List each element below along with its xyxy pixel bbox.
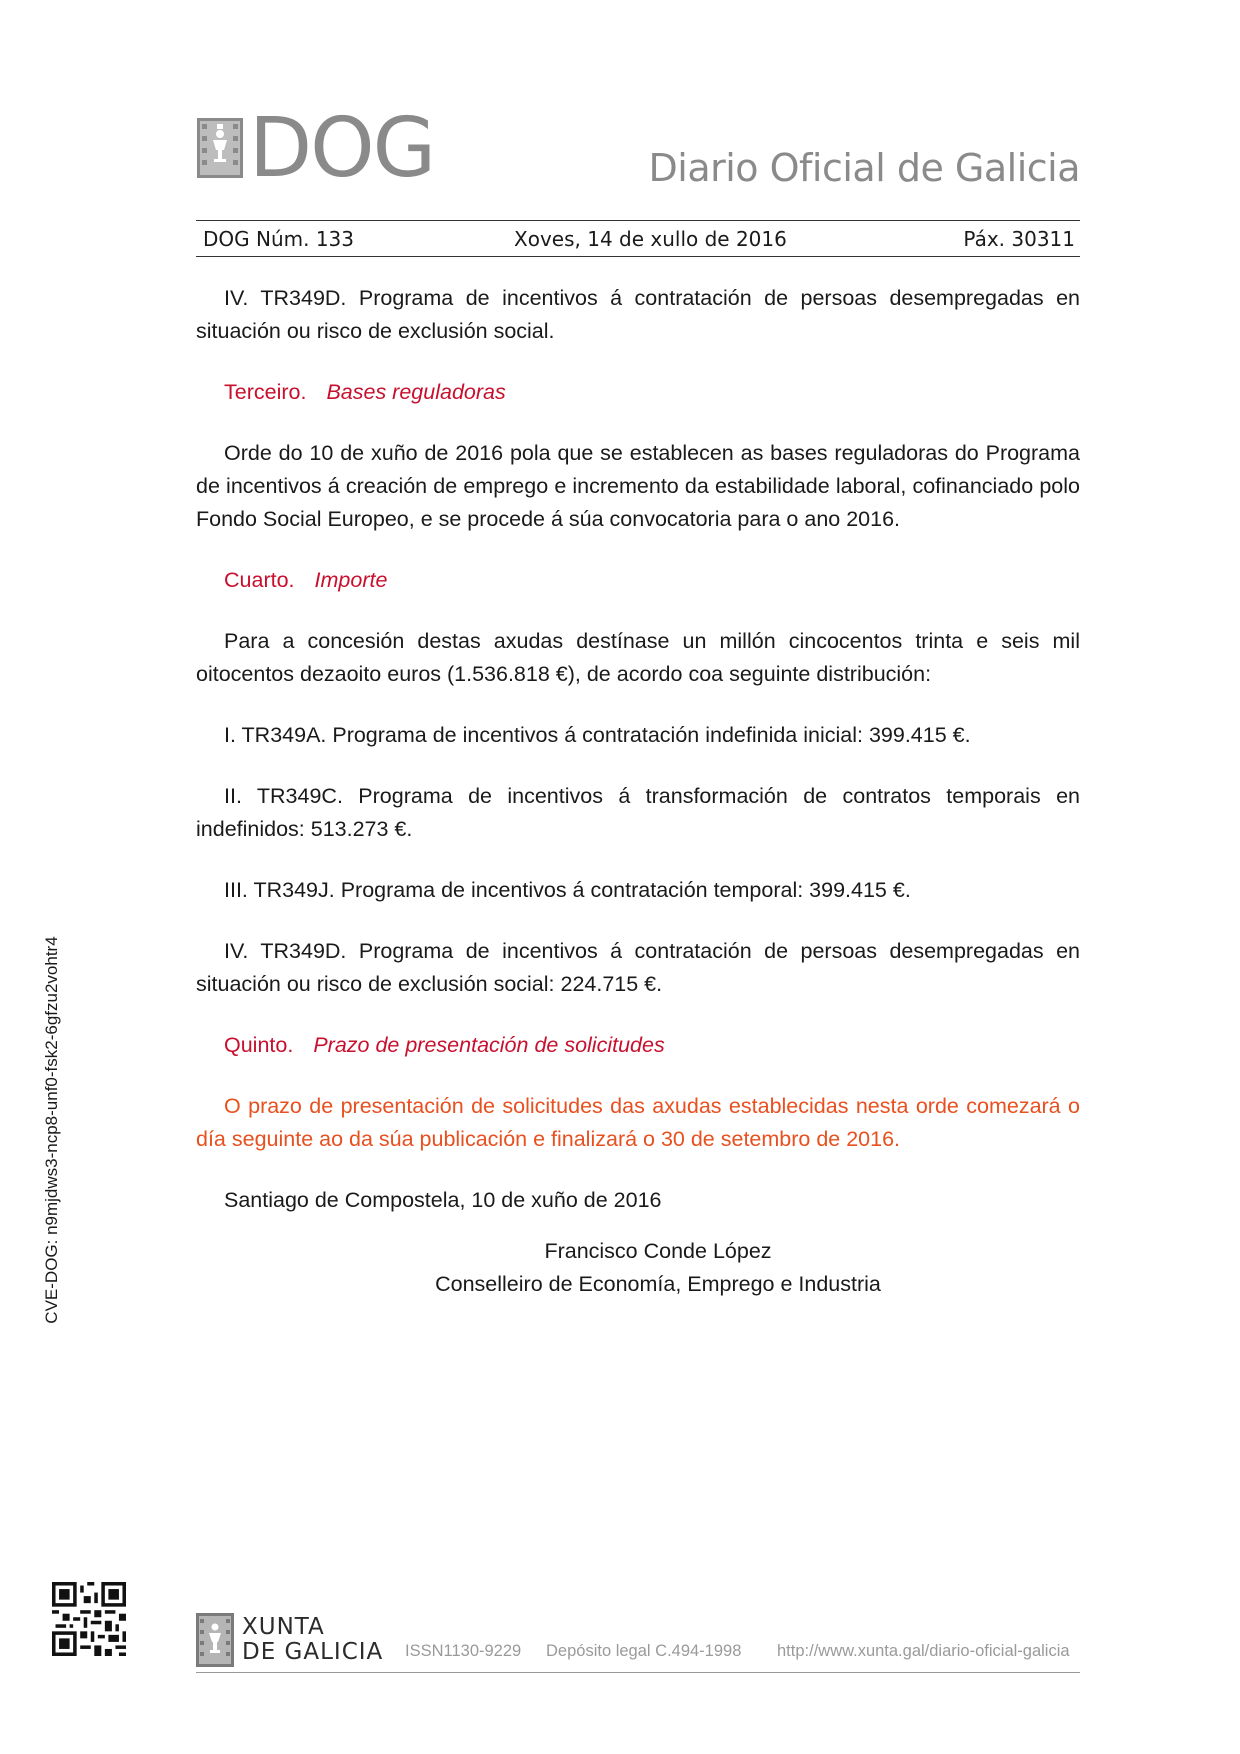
xunta-line2: DE GALICIA [242,1639,384,1665]
footer-rule [196,1672,1080,1673]
document-body [196,282,1080,1301]
place-and-date: Santiago de Compostela, 10 de xuño de 2016 [224,1188,662,1212]
paragraph-bases: Orde do 10 de xuño de 2016 pola que se establecen as bases reguladoras do Programa de incentivos á creación de emprego e incremento da estabilidade laboral, cofinanciado polo Fondo Social Europeo, e se procede á súa convocatoria para o ano 2016. [196,441,1080,531]
paragraph-item-ii: II. TR349C. Programa de incentivos á transformación de contratos temporais en indefinidos: 513.273 €. [196,784,1080,841]
section-number: Terceiro. [224,380,307,404]
section-number: Cuarto. [224,568,295,592]
masthead-title: Diario Oficial de Galicia [648,146,1080,190]
xunta-line1: XUNTA [242,1614,325,1640]
section-title: Prazo de presentación de solicitudes [313,1033,665,1057]
paragraph-item-i: I. TR349A. Programa de incentivos á contratación indefinida inicial: 399.415 €. [224,723,971,747]
paragraph-importe: Para a concesión destas axudas destínase un millón cincocentos trinta e seis mil oitocentos dezaoito euros (1.536.818 €), de acordo coa seguinte distribución: [196,629,1080,686]
galicia-crest-icon [197,118,243,178]
paragraph-item-iii: III. TR349J. Programa de incentivos á contratación temporal: 399.415 €. [224,878,911,902]
dog-logo [197,101,435,196]
page-number: Páx. 30311 [963,227,1075,251]
deposito-legal: Depósito legal C.494-1998 [546,1642,742,1660]
header-top-rule [196,220,1080,221]
cve-code: CVE-DOG: n9mjdws3-ncp8-unf0-fsk2-6gfzu2vohtr4 [42,936,61,1324]
signer-name: Francisco Conde López [544,1239,772,1263]
issn: ISSN1130-9229 [405,1642,522,1660]
section-cuarto-heading [196,564,1080,597]
header-bottom-rule [196,256,1080,257]
section-terceiro-heading [196,376,1080,409]
dog-url-link[interactable]: http://www.xunta.gal/diario-oficial-galicia [777,1642,1070,1660]
paragraph-item-iv: IV. TR349D. Programa de incentivos á contratación de persoas desempregadas en situación ou risco de exclusión social: 224.715 €. [196,939,1080,996]
paragraph-prazo: O prazo de presentación de solicitudes das axudas establecidas nesta orde comezará o día seguinte ao da súa publicación e finalizará o 30 de setembro de 2016. [196,1094,1080,1151]
xunta-crest-icon [196,1613,234,1667]
xunta-logo [196,1613,383,1667]
issue-number: DOG Núm. 133 [203,227,355,251]
dog-logo-text: DOG [249,101,435,196]
issue-date: Xoves, 14 de xullo de 2016 [514,227,787,251]
section-quinto-heading [196,1029,1080,1062]
signer-role: Conselleiro de Economía, Emprego e Industria [435,1272,881,1296]
section-title: Importe [314,568,388,592]
qr-code-icon [52,1582,126,1656]
xunta-wordmark [242,1615,383,1665]
section-title: Bases reguladoras [326,380,506,404]
section-number: Quinto. [224,1033,294,1057]
paragraph-intro: IV. TR349D. Programa de incentivos á contratación de persoas desempregadas en situación ou risco de exclusión social. [196,286,1080,343]
